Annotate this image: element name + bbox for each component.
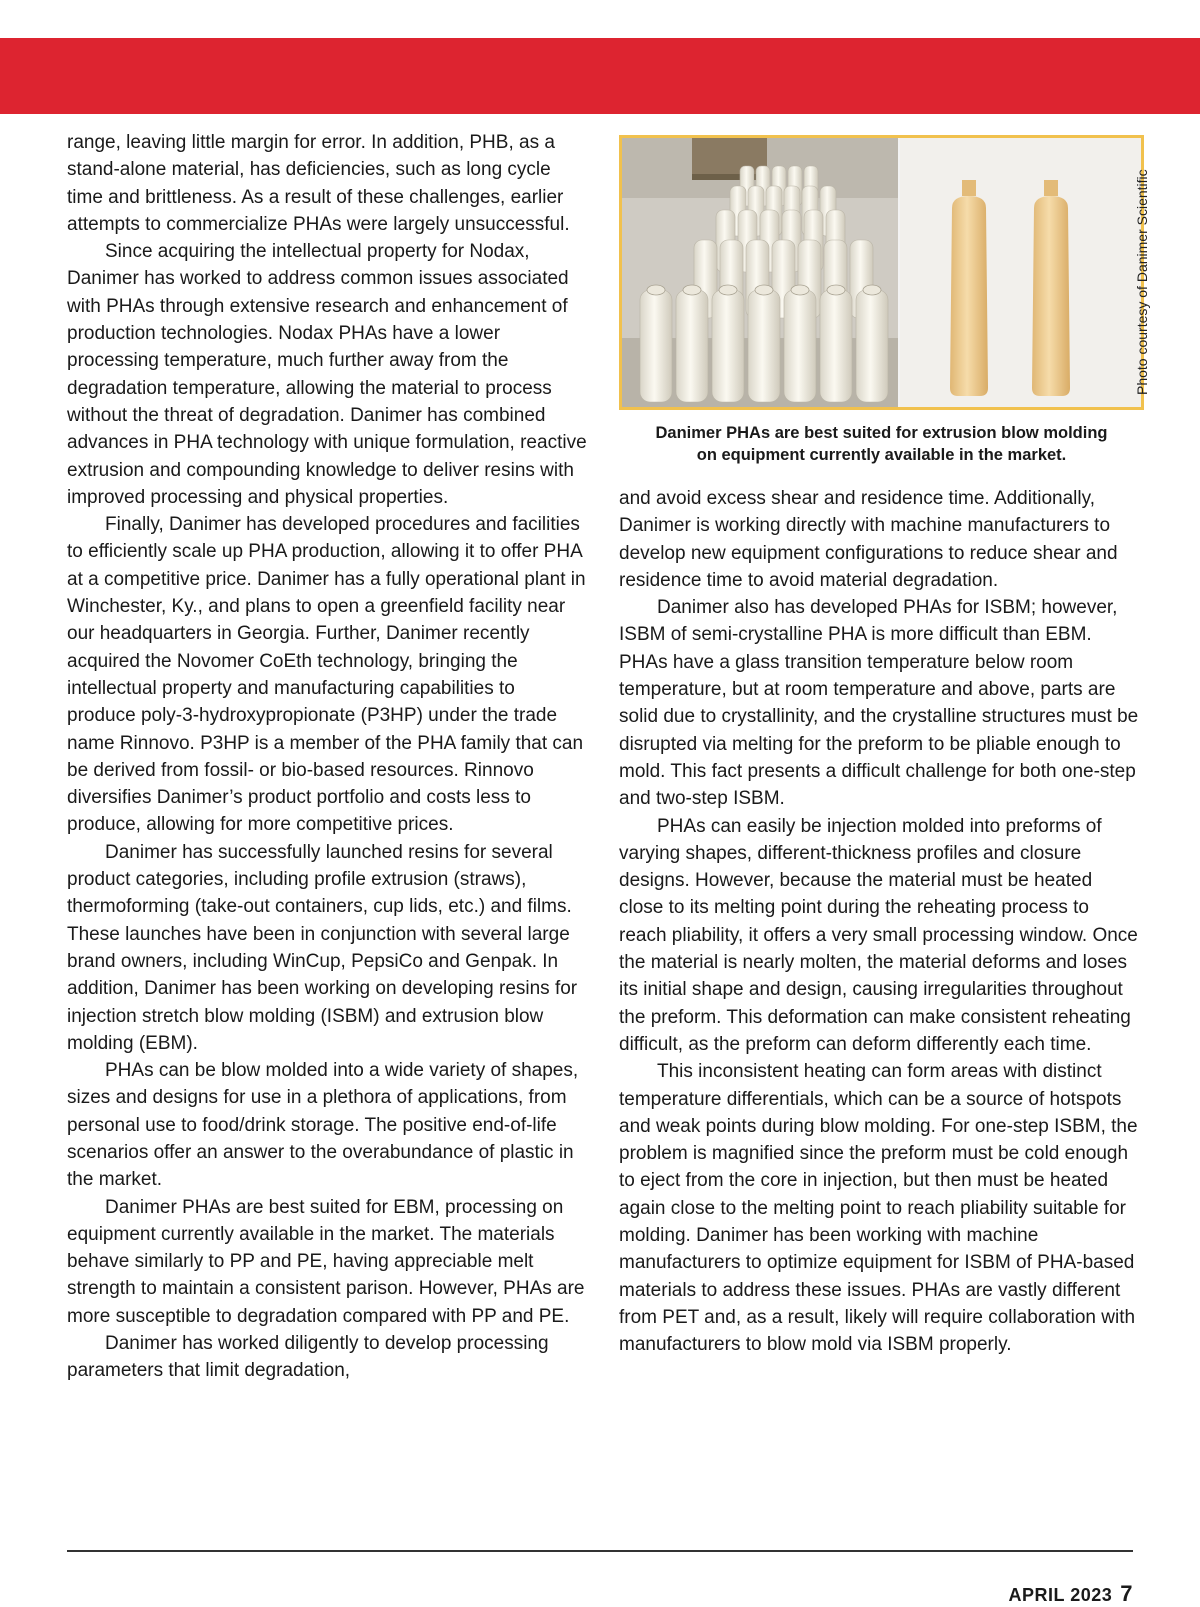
- footer-rule: [67, 1550, 1133, 1552]
- paragraph: Danimer PHAs are best suited for EBM, processing on equipment currently available in the market. The materials behave similarly to PP and PE, having appreciable melt strength to maintain a consistent parison. However, PHAs are more susceptible to degradation compared with PP and PE.: [67, 1196, 585, 1327]
- paragraph: Danimer has successfully launched resins for several product categories, including profile extrusion (straws), thermoforming (take-out containers, cup lids, etc.) and films. These launches have been in conjunction with several large brand owners, including WinCup, PepsiCo and Genpak. In addition, Danimer has been working on developing resins for injection stretch blow molding (ISBM) and extrusion blow molding (EBM).: [67, 841, 578, 1054]
- photo-credit: Photo courtesy of Danimer Scientific: [1134, 169, 1150, 395]
- paragraph: This inconsistent heating can form areas with distinct temperature differentials, which can be a source of hotspots and weak points during blow molding. For one-step ISBM, the problem is magnified since the preform must be cold enough to eject from the core in injection, but then must be heated again close to the melting point to reach pliability suitable for molding. Danimer has been working with machine manufacturers to optimize equipment for ISBM of PHA-based materials to address these issues. PHAs are vastly different from PET and, as a result, likely will require collaboration with manufacturers to blow mold via ISBM properly.: [619, 1061, 1138, 1356]
- paragraph: Finally, Danimer has developed procedures and facilities to efficiently scale up PHA production, allowing it to offer PHA at a competitive price. Danimer has a fully operational plant in Winchester, Ky., and plans to open a greenfield facility near our headquarters in Georgia. Further, Danimer recently acquired the Novomer CoEth technology, bringing the intellectual property and manufacturing capabilities to produce poly-3-hydroxypropionate (P3HP) under the trade name Rinnovo. P3HP is a member of the PHA family that can be derived from fossil- or bio-based resources. Rinnovo diversifies Danimer’s product portfolio and costs less to produce, allowing for more competitive prices.: [67, 514, 586, 836]
- page-number: 7: [1120, 1581, 1133, 1606]
- paragraph: range, leaving little margin for error. In addition, PHB, as a stand-alone material, has deficiencies, such as long cycle time and brittleness. As a result of these challenges, earlier attempts to commercialize PHAs were largely unsuccessful.: [67, 132, 570, 235]
- paragraph: Danimer has worked diligently to develop processing parameters that limit degradation,: [67, 1333, 549, 1382]
- caption-line: on equipment currently available in the market.: [696, 446, 1067, 464]
- paragraph: PHAs can easily be injection molded into preforms of varying shapes, different-thickness profiles and closure designs. However, because the material must be heated close to its melting point during the reheating process to reach pliability, it offers a very small processing window. Once the material is nearly molten, the material deforms and loses its initial shape and design, causing irregularities throughout the preform. This deformation can make consistent reheating difficult, as the preform can deform differently each time.: [619, 815, 1138, 1055]
- bottles-illustration: [622, 138, 1141, 407]
- paragraph: Danimer also has developed PHAs for ISBM; however, ISBM of semi-crystalline PHA is more difficult than EBM. PHAs have a glass transition temperature below room temperature, but at room temperature and above, parts are solid due to crystallinity, and the crystalline structures must be disrupted via melting for the preform to be pliable enough to mold. This fact presents a difficult challenge for both one-step and two-step ISBM.: [619, 597, 1139, 810]
- issue-date: APRIL 2023: [1008, 1585, 1113, 1605]
- paragraph: PHAs can be blow molded into a wide variety of shapes, sizes and designs for use in a plethora of applications, from personal use to food/drink storage. The positive end-of-life scenarios offer an answer to the overabundance of plastic in the market.: [67, 1060, 579, 1191]
- bottles-photo: [619, 135, 1144, 410]
- header-band: [0, 38, 1200, 114]
- caption-line: Danimer PHAs are best suited for extrusion blow molding: [655, 424, 1108, 442]
- paragraph: and avoid excess shear and residence time. Additionally, Danimer is working directly with machine manufacturers to develop new equipment configurations to reduce shear and residence time to avoid material degradation.: [619, 488, 1118, 591]
- figure-caption: [619, 422, 1144, 466]
- paragraph: Since acquiring the intellectual property for Nodax, Danimer has worked to address common issues associated with PHAs through extensive research and enhancement of production technologies. Nodax PHAs have a lower processing temperature, much further away from the degradation temperature, allowing the material to process without the threat of degradation. Danimer has combined advances in PHA technology with unique formulation, reactive extrusion and compounding knowledge to deliver resins with improved processing and physical properties.: [67, 241, 587, 508]
- left-column: [67, 129, 587, 1385]
- page-footer: [1009, 1581, 1133, 1607]
- right-column: [619, 485, 1139, 1359]
